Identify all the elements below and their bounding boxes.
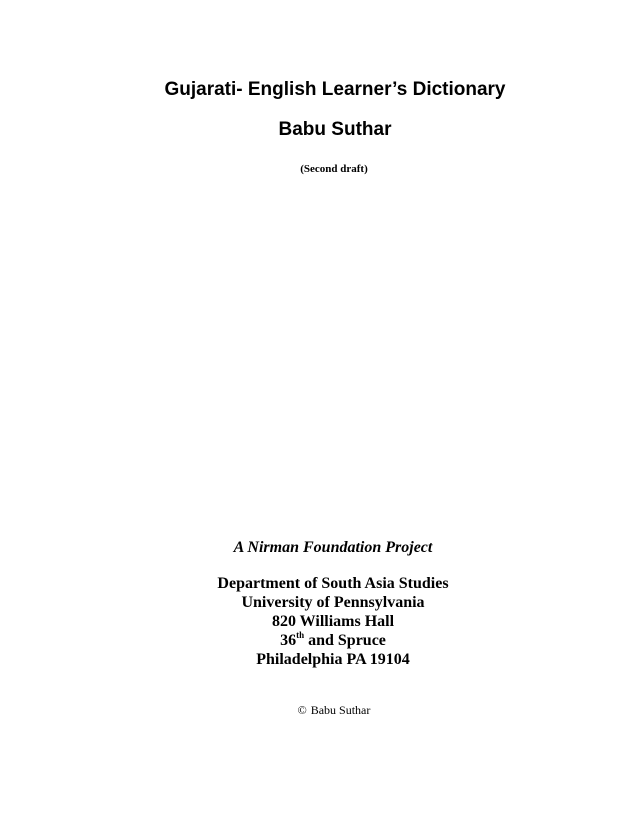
- document-title: Gujarati- English Learner’s Dictionary: [164, 79, 506, 100]
- address-block: [0, 574, 638, 669]
- address-street-suffix: th: [296, 629, 305, 640]
- address-street-number: 36: [280, 632, 297, 649]
- address-street-rest: and Spruce: [304, 632, 386, 649]
- project-name: A Nirman Foundation Project: [233, 539, 433, 556]
- copyright-holder: Babu Suthar: [310, 703, 371, 717]
- copyright-line: [0, 702, 638, 718]
- address-city: Philadelphia PA 19104: [256, 651, 410, 668]
- document-author: Babu Suthar: [278, 119, 392, 140]
- address-building: 820 Williams Hall: [271, 613, 395, 630]
- address-street: [0, 631, 638, 650]
- address-university: University of Pennsylvania: [241, 594, 425, 611]
- draft-note: (Second draft): [300, 163, 368, 175]
- copyright-icon: ©: [297, 703, 307, 717]
- address-department: Department of South Asia Studies: [217, 575, 449, 592]
